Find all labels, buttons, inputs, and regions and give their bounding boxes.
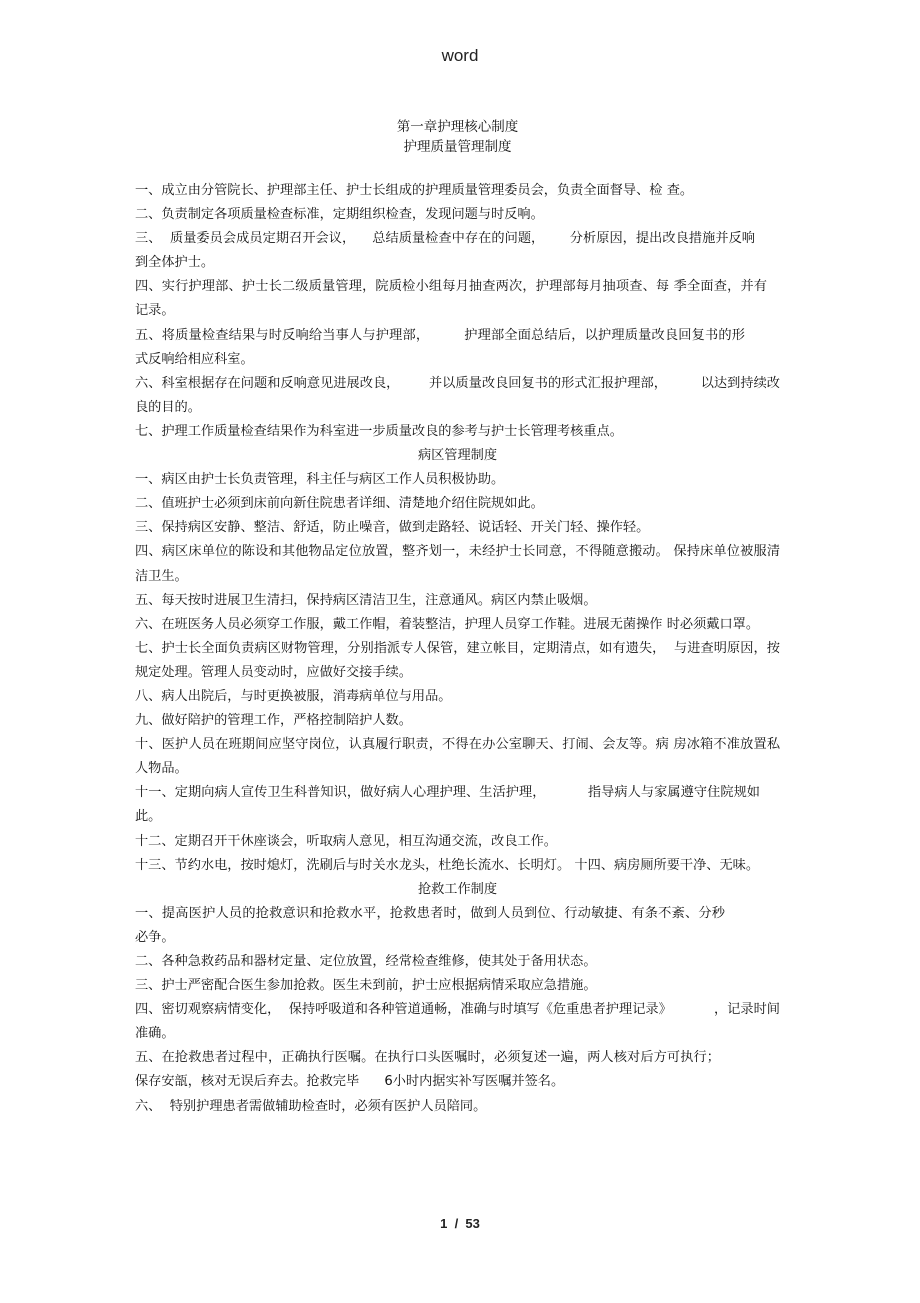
paragraph: 六、在班医务人员必须穿工作服，戴工作帽，着装整洁，护理人员穿工作鞋。进展无菌操作 时必须戴口罩。: [135, 616, 760, 632]
current-page: 1: [440, 1216, 448, 1231]
paragraph: 五、在抢救患者过程中，正确执行医嘱。在执行口头医嘱时，必须复述一遍，两人核对后方可执行；保存安瓿，核对无误后弃去。抢救完毕 6小时内据实补写医嘱并签名。: [135, 1050, 720, 1090]
paragraph: 四、密切观察病情变化， 保持呼吸道和各种管道通畅，准确与时填写《危重患者护理记录》 ，记录时间准确。: [135, 1002, 780, 1042]
total-pages: 53: [465, 1216, 480, 1231]
paragraph: 五、每天按时进展卫生清扫，保持病区清洁卫生，注意通风。病区内禁止吸烟。: [135, 592, 597, 608]
paragraph: 三、保持病区安静、整洁、舒适，防止噪音，做到走路轻、说话轻、开关门轻、操作轻。: [135, 520, 650, 536]
document-body: [135, 117, 780, 1119]
paragraph: 十一、定期向病人宣传卫生科普知识，做好病人心理护理、生活护理， 指导病人与家属遵守住院规如此。: [135, 785, 760, 825]
paragraph: 七、护士长全面负责病区财物管理，分别指派专人保管，建立帐目，定期清点，如有遗失， 与进查明原因，按规定处理。管理人员变动时，应做好交接手续。: [135, 640, 780, 680]
paragraph: 四、实行护理部、护士长二级质量管理，院质检小组每月抽查两次，护理部每月抽项查、每 季全面查，并有记录。: [135, 279, 767, 319]
paragraph: 六、科室根据存在问题和反响意见进展改良， 并以质量改良回复书的形式汇报护理部， 以达到持续改良的目的。: [135, 375, 780, 415]
page-separator: /: [454, 1216, 459, 1231]
chapter-title: 第一章护理核心制度: [396, 119, 519, 135]
paragraph: 七、护理工作质量检查结果作为科室进一步质量改良的参考与护士长管理考核重点。: [135, 423, 623, 439]
section-title-rescue: 抢救工作制度: [417, 881, 498, 897]
paragraph: 三、 质量委员会成员定期召开会议， 总结质量检查中存在的问题， 分析原因，提出改良措施并反响到全体护士。: [135, 231, 755, 271]
paragraph: 六、 特别护理患者需做辅助检查时，必须有医护人员陪同。: [135, 1098, 487, 1114]
paragraph: 二、值班护士必须到床前向新住院患者详细、清楚地介绍住院规如此。: [135, 496, 544, 512]
page-number: [0, 1216, 920, 1231]
paragraph: 四、病区床单位的陈设和其他物品定位放置，整齐划一，未经护士长同意，不得随意搬动。 保持床单位被服清洁卫生。: [135, 544, 780, 584]
section-title-quality: 护理质量管理制度: [403, 139, 512, 155]
paragraph: 三、护士严密配合医生参加抢救。医生未到前，护士应根据病情采取应急措施。: [135, 978, 597, 994]
paragraph: 十、医护人员在班期间应坚守岗位，认真履行职责，不得在办公室聊天、打闹、会友等。病 房冰箱不准放置私人物品。: [135, 737, 780, 777]
paragraph: 五、将质量检查结果与时反响给当事人与护理部， 护理部全面总结后，以护理质量改良回复书的形式反响给相应科室。: [135, 327, 745, 367]
paragraph: 十三、节约水电，按时熄灯，洗刷后与时关水龙头，杜绝长流水、长明灯。 十四、病房厕所要干净、无味。: [135, 857, 760, 873]
page-header: word: [441, 46, 479, 65]
paragraph: 八、病人出院后，与时更换被服，消毒病单位与用品。: [135, 688, 452, 704]
paragraph: 二、各种急救药品和器材定量、定位放置，经常检查维修，使其处于备用状态。: [135, 954, 597, 969]
paragraph: 一、病区由护士长负责管理，科主任与病区工作人员积极协助。: [135, 472, 505, 488]
paragraph: 九、做好陪护的管理工作，严格控制陪护人数。: [135, 713, 412, 729]
section-title-ward: 病区管理制度: [417, 448, 498, 464]
paragraph: 十二、定期召开干休座谈会，听取病人意见，相互沟通交流，改良工作。: [135, 833, 557, 849]
paragraph: 二、负责制定各项质量检查标准，定期组织检查，发现问题与时反响。: [135, 207, 544, 223]
paragraph: 一、成立由分管院长、护理部主任、护士长组成的护理质量管理委员会，负责全面督导、检 查。: [135, 183, 694, 198]
paragraph: 一、提高医护人员的抢救意识和抢救水平，抢救患者时，做到人员到位、行动敏捷、有条不紊、分秒必争。: [135, 905, 725, 945]
